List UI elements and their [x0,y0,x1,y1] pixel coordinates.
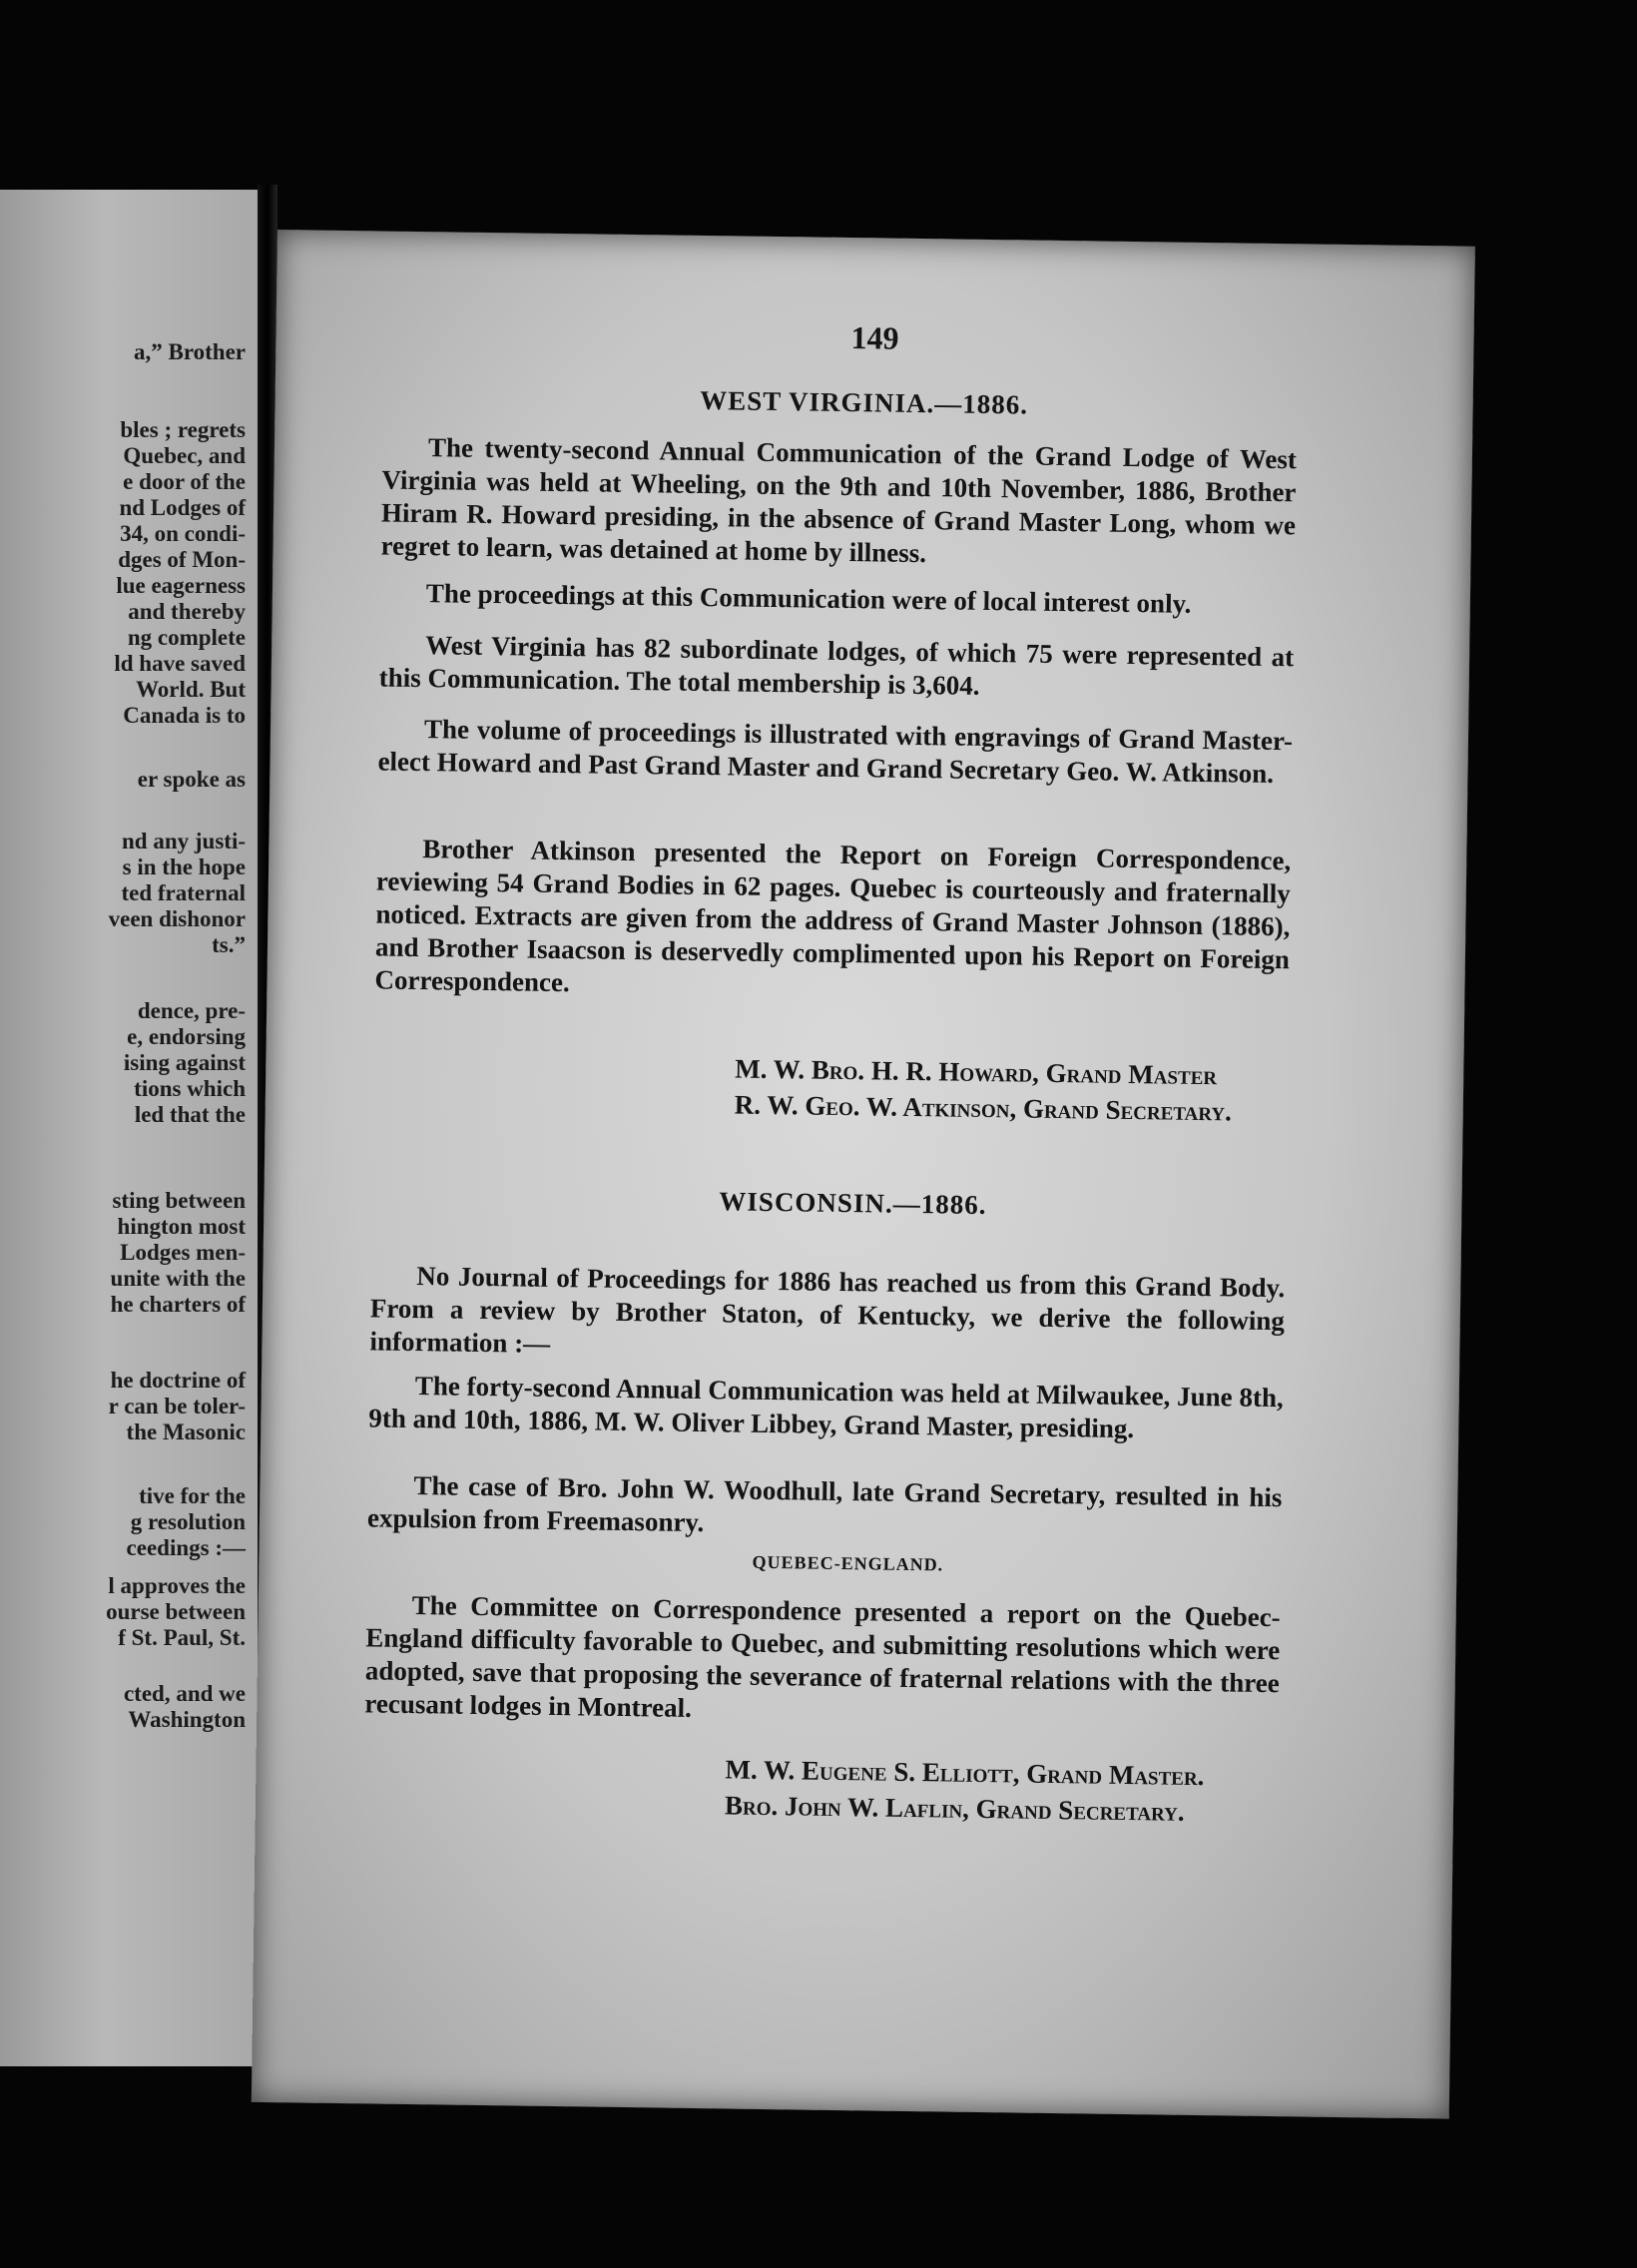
left-page-text-line: Quebec, and [123,443,246,468]
left-page-text-line: sting between [112,1188,246,1213]
left-page-text-line: the Masonic [126,1419,246,1444]
left-page-text-line: er spoke as [137,767,246,792]
wv-signature-grand-secretary: R. W. Geo. W. Atkinson, Grand Secretary. [734,1089,1233,1127]
left-page-text-line: lue eagerness [116,573,246,598]
quebec-england-paragraph: The Committee on Correspondence presented a report on the Quebec-England difficulty favorable to Quebec, and submitting resolutions which were adopted, save that proposing the severance of fraternal relations with the three recusant lodges in Montreal. [364,1590,1281,1723]
left-page-text-line: dges of Mon- [118,547,246,572]
left-page-fragment [0,190,258,2066]
wv-paragraph-1: The twenty-second Annual Communication of the Grand Lodge of West Virginia was held at Wheeling, on the 9th and 10th November, 1886, Brother Hiram R. Howard presiding, in the absence of Grand Master Long, whom we regret to learn, was detained at home by illness. [380,432,1298,569]
left-page-text-line: tive for the [139,1483,246,1508]
left-page-text-line: ts.” [212,932,246,957]
left-page-text-line: l approves the [108,1573,246,1598]
left-page-text-line: dence, pre- [137,998,246,1023]
wi-paragraph-3: The case of Bro. John W. Woodhull, late Grand Secretary, resulted in his expulsion from Freemasonry. [366,1470,1283,1538]
left-page-text-line: unite with the [110,1266,246,1291]
left-page-text-line: r can be toler- [108,1394,246,1418]
left-page-text-line: Washington [128,1707,246,1732]
wv-signature-grand-master: M. W. Bro. H. R. Howard, Grand Master [735,1053,1218,1091]
main-page [252,230,1475,2119]
wv-paragraph-4: The volume of proceedings is illustrated with engravings of Grand Master-elect Howard and Past Grand Master and Grand Secretary Geo. W. Atkinson. [377,714,1294,789]
wv-paragraph-3: West Virginia has 82 subordinate lodges, of which 75 were represented at this Communication. The total membership is 3,604. [378,630,1295,701]
left-page-text-line: nd any justi- [122,829,246,853]
left-page-text-line: 34, on condi- [120,521,246,546]
left-page-text-line: Canada is to [123,703,246,728]
wi-paragraph-1: No Journal of Proceedings for 1886 has reached us from this Grand Body. From a review by Brother Staton, of Kentucky, we derive the following information :— [369,1261,1286,1359]
left-page-text-line: and thereby [128,599,246,624]
left-page-text-line: ng complete [127,625,246,650]
left-page-text-line: nd Lodges of [119,495,246,520]
wv-paragraph-2: The proceedings at this Communication were of local interest only. [425,578,1192,619]
left-page-text-line: ceedings :— [126,1535,246,1560]
left-page-text-line: g resolution [130,1509,246,1534]
left-page-text-line: led that the [134,1102,246,1127]
wv-paragraph-5: Brother Atkinson presented the Report on Foreign Correspondence, reviewing 54 Grand Bodies in 62 pages. Quebec is courteously and fraternally noticed. Extracts are given from the address of Grand Master Johnson (1886), and Brother Isaacson is deservedly complimented upon his Report on Foreign Correspondence. [374,834,1292,998]
left-page-text-line: e, endorsing [127,1024,246,1049]
quebec-england-subheading: QUEBEC-ENGLAND. [752,1551,944,1575]
left-page-text-line: he charters of [110,1292,246,1317]
wisconsin-heading: WISCONSIN.—1886. [719,1186,987,1221]
left-page-text-line: Lodges men- [120,1240,246,1265]
page-number: 149 [850,319,899,356]
left-page-text-line: a,” Brother [133,339,246,364]
left-page-text-line: he doctrine of [110,1368,246,1393]
left-page-text-line: bles ; regrets [120,417,246,442]
left-page-text-line: e door of the [123,469,246,494]
left-page-text-line: hington most [117,1214,246,1239]
left-page-text-line: ising against [123,1050,246,1075]
left-page-text-line: veen dishonor [108,906,246,931]
wi-paragraph-2: The forty-second Annual Communication was held at Milwaukee, June 8th, 9th and 10th, 1886, M. W. Oliver Libbey, Grand Master, presiding. [368,1371,1284,1444]
left-page-text-line: World. But [136,677,246,702]
left-page-text-line: cted, and we [123,1681,246,1706]
west-virginia-heading: WEST VIRGINIA.—1886. [700,384,1029,420]
wi-signature-grand-secretary: Bro. John W. Laflin, Grand Secretary. [724,1790,1185,1827]
wv-signatures [266,1044,1464,1133]
wi-signature-grand-master: M. W. Eugene S. Elliott, Grand Master. [725,1754,1205,1792]
left-page-text-line: ourse between [106,1599,246,1624]
left-page-text-line: tions which [134,1076,246,1101]
left-page-text-line: f St. Paul, St. [118,1625,246,1650]
left-page-text-line: ld have saved [114,651,246,676]
left-page-text-line: s in the hope [122,854,246,879]
left-page-text-line: ted fraternal [121,880,246,905]
wi-signatures [256,1745,1454,1834]
